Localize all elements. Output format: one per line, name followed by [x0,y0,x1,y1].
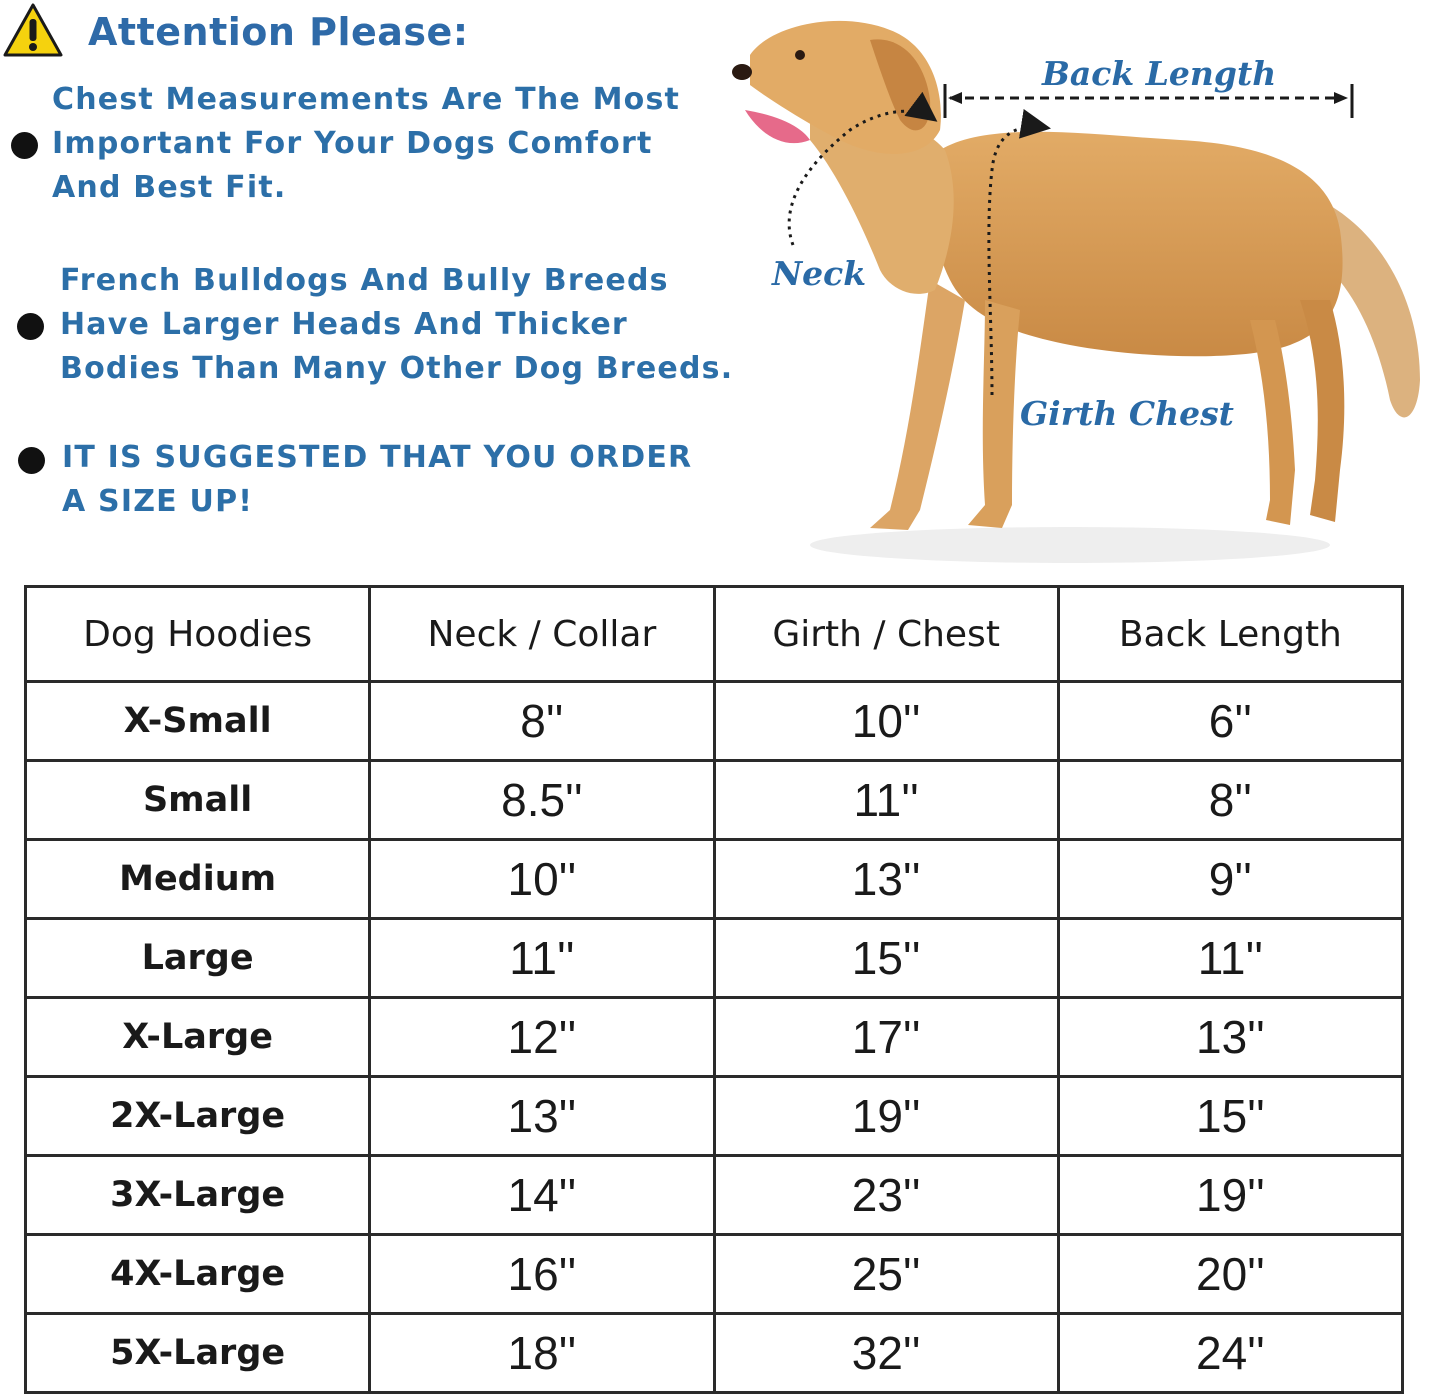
size-cell: Medium [26,840,370,919]
neck-cell: 8.5'' [370,761,714,840]
bullet-text: Chest Measurements Are The Most Important For Your Dogs Comfort And Best Fit. [52,82,681,205]
neck-cell: 8'' [370,682,714,761]
back-cell: 19'' [1058,1156,1402,1235]
header-dog-hoodies: Dog Hoodies [26,587,370,682]
bullet-dot [11,132,38,159]
warning-icon [2,2,64,58]
bullet-dot [17,313,44,340]
chest-cell: 32'' [714,1314,1058,1393]
table-row [26,840,1403,919]
neck-cell: 10'' [370,840,714,919]
neck-cell: 18'' [370,1314,714,1393]
chest-cell: 15'' [714,919,1058,998]
table-row [26,761,1403,840]
size-cell: X-Large [26,998,370,1077]
size-chart-table [24,585,1404,1394]
bullet-text: IT IS SUGGESTED THAT YOU ORDER A SIZE UP! [62,440,693,519]
neck-label: Neck [772,254,867,293]
back-cell: 20'' [1058,1235,1402,1314]
header-neck-collar: Neck / Collar [370,587,714,682]
header-girth-chest: Girth / Chest [714,587,1058,682]
chest-cell: 13'' [714,840,1058,919]
back-cell: 9'' [1058,840,1402,919]
neck-cell: 16'' [370,1235,714,1314]
bullet-text: French Bulldogs And Bully Breeds Have Larger Heads And Thicker Bodies Than Many Other Dog Breeds. [60,263,734,386]
chest-cell: 10'' [714,682,1058,761]
size-cell: 3X-Large [26,1156,370,1235]
size-cell: Large [26,919,370,998]
attention-heading: Attention Please: [88,10,469,54]
bullet-dot [18,447,45,474]
table-row [26,998,1403,1077]
header-back-length: Back Length [1058,587,1402,682]
chest-cell: 19'' [714,1077,1058,1156]
table-row [26,1314,1403,1393]
back-cell: 15'' [1058,1077,1402,1156]
size-cell: Small [26,761,370,840]
size-cell: 2X-Large [26,1077,370,1156]
neck-cell: 11'' [370,919,714,998]
size-cell: 5X-Large [26,1314,370,1393]
table-row [26,1235,1403,1314]
neck-cell: 14'' [370,1156,714,1235]
chest-cell: 11'' [714,761,1058,840]
neck-cell: 13'' [370,1077,714,1156]
girth-chest-label: Girth Chest [1020,394,1234,433]
size-cell: 4X-Large [26,1235,370,1314]
back-length-label: Back Length [1042,54,1277,93]
back-cell: 8'' [1058,761,1402,840]
back-cell: 6'' [1058,682,1402,761]
back-cell: 24'' [1058,1314,1402,1393]
size-cell: X-Small [26,682,370,761]
table-row [26,1156,1403,1235]
chest-cell: 25'' [714,1235,1058,1314]
measurement-diagram [730,0,1445,575]
chest-cell: 23'' [714,1156,1058,1235]
back-cell: 11'' [1058,919,1402,998]
table-row [26,919,1403,998]
table-header-row [26,587,1403,682]
back-cell: 13'' [1058,998,1402,1077]
table-row [26,1077,1403,1156]
chest-cell: 17'' [714,998,1058,1077]
neck-cell: 12'' [370,998,714,1077]
table-row [26,682,1403,761]
